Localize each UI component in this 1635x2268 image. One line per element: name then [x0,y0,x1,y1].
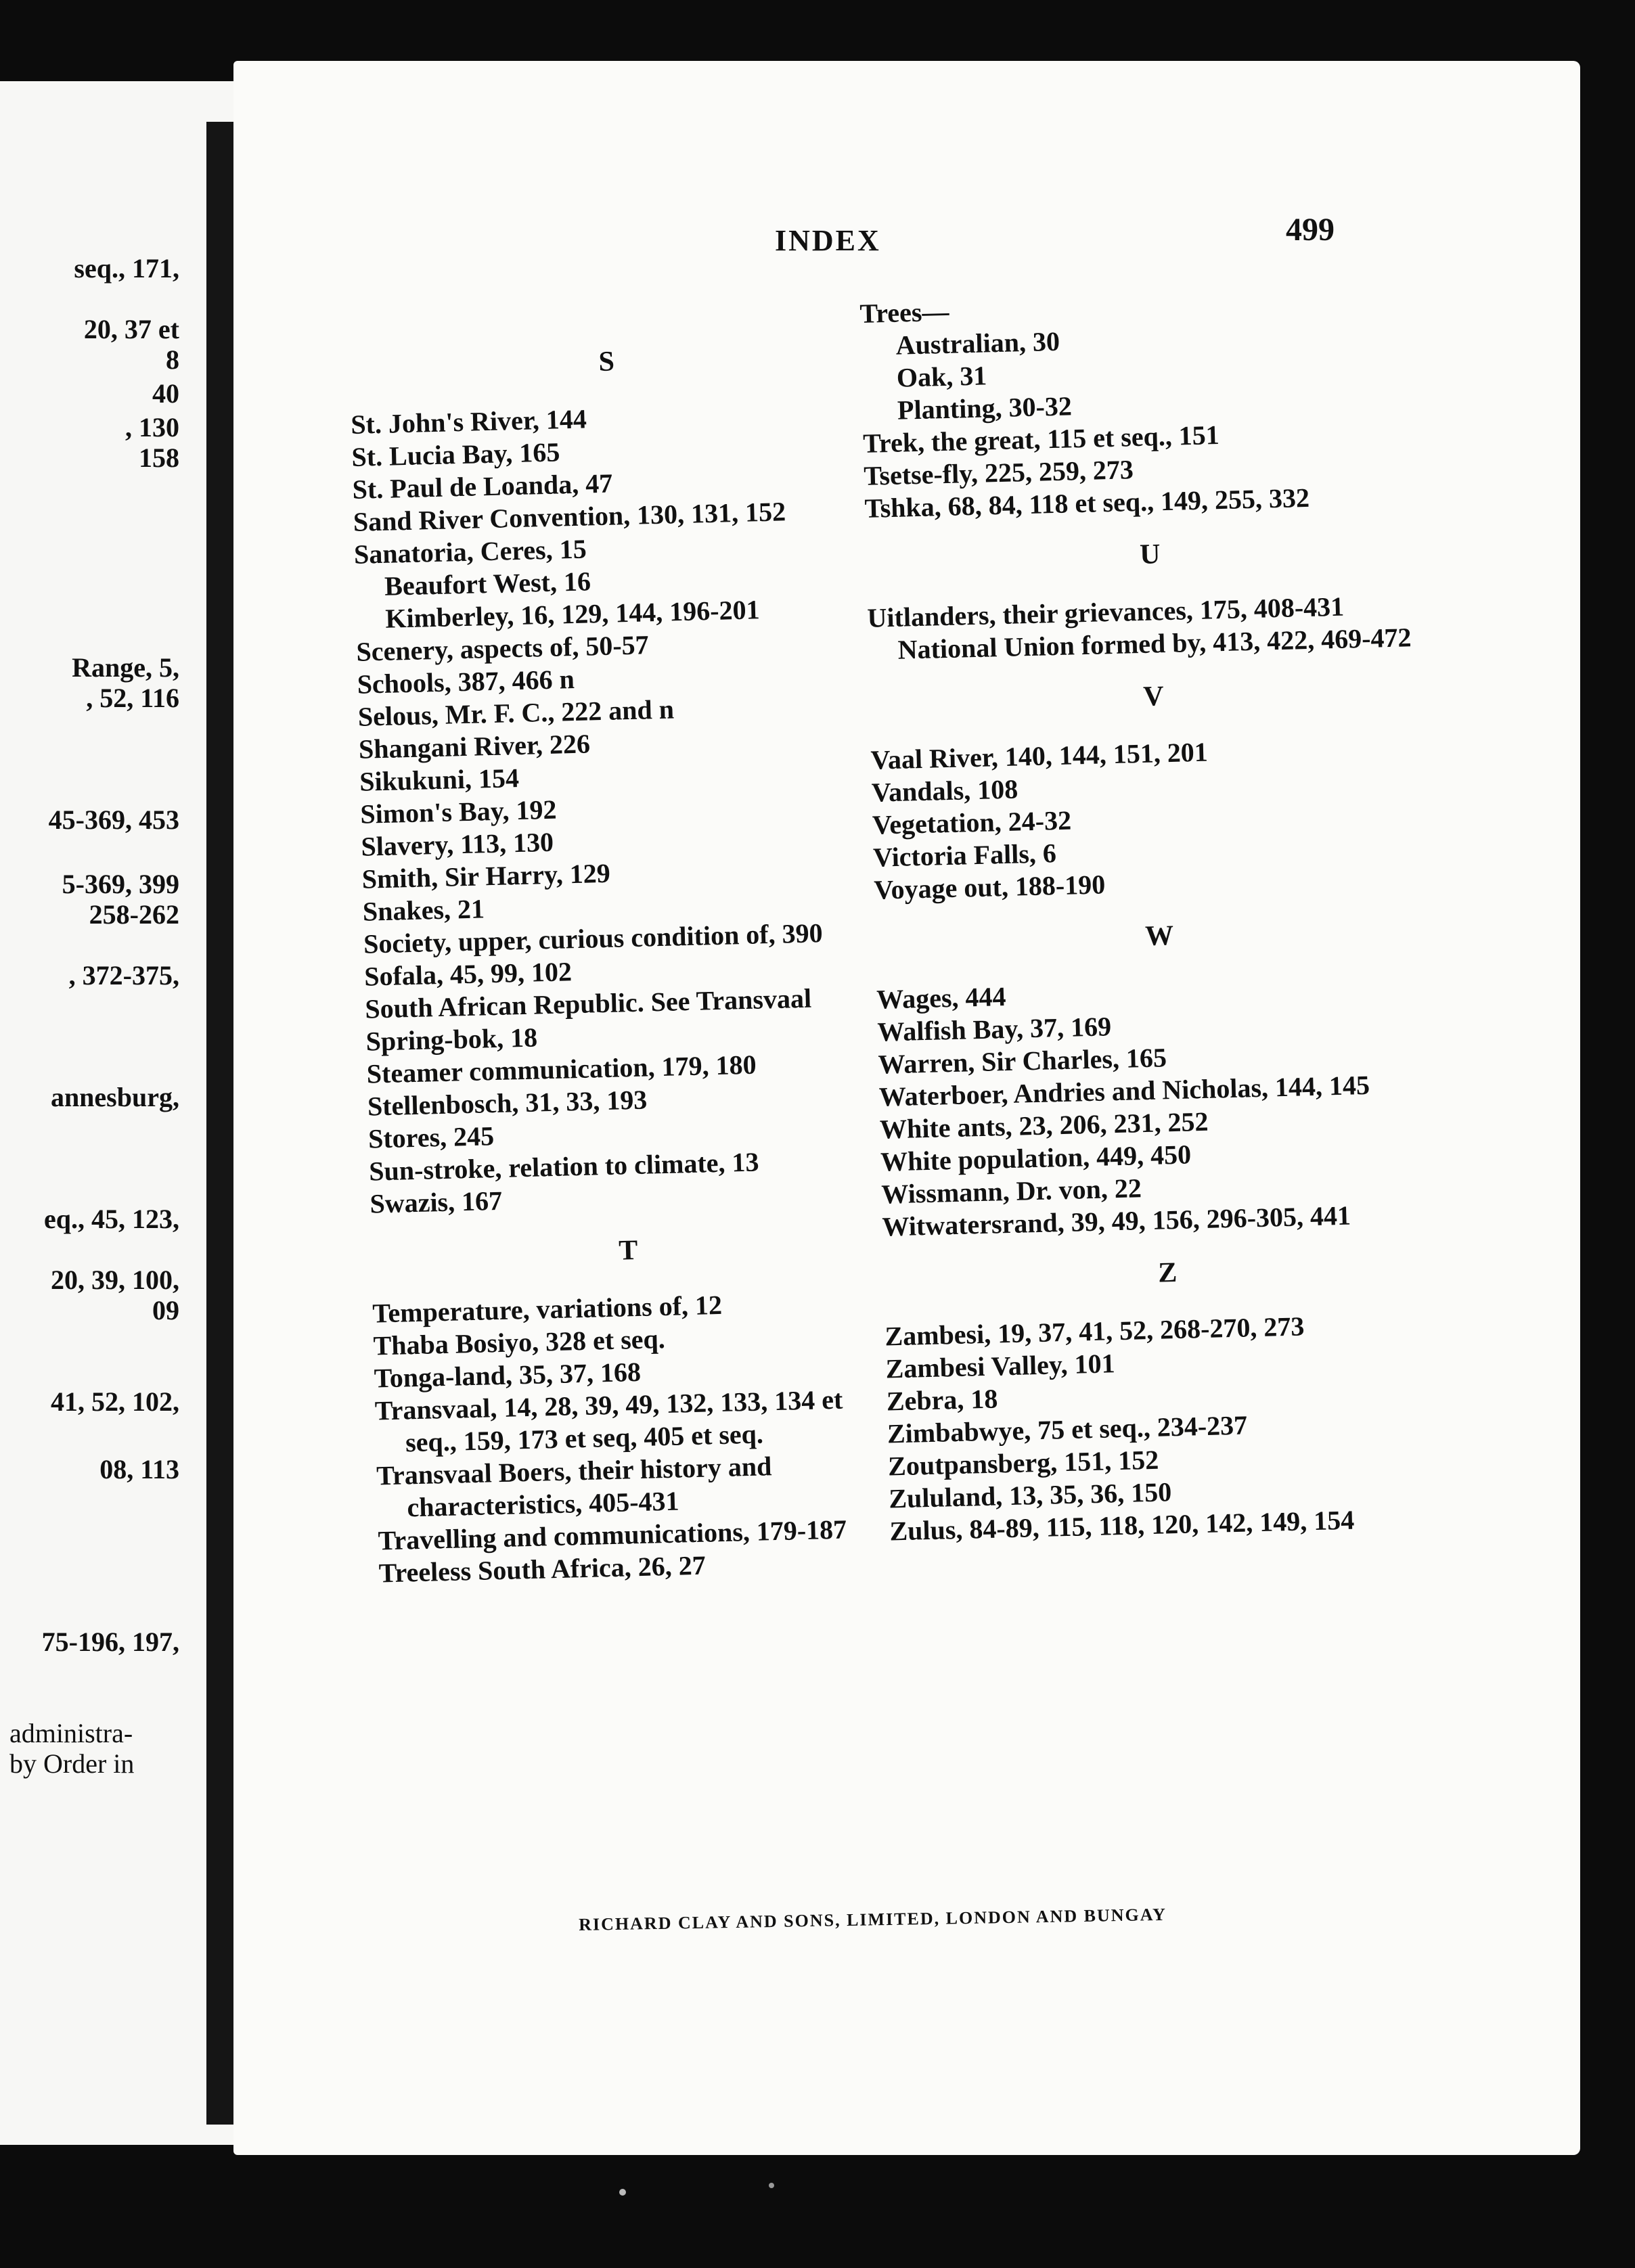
index-entry: Transvaal, 14, 28, 39, 49, 132, 133, 134 et seq., 159, 173 et seq, 405 et seq. [374,1384,843,1458]
index-entry: Trees— [859,296,949,329]
section-letter-t: T [618,1234,638,1267]
index-entry: Wissmann, Dr. von, 22 [880,1173,1142,1210]
previous-page-text-fragment: by Order in [9,1748,135,1779]
index-entry: Uitlanders, their grievances, 175, 408-431 [867,591,1345,633]
previous-page-text-fragment: seq., 171, [74,253,179,284]
index-entry: Witwatersrand, 39, 49, 156, 296-305, 441 [882,1200,1351,1242]
index-entry: Vandals, 108 [871,773,1018,808]
index-entry: Zoutpansberg, 151, 152 [887,1444,1159,1482]
index-entry: Scenery, aspects of, 50-57 [356,629,650,667]
running-head: INDEX [775,224,881,257]
index-entry: Zambesi, 19, 37, 41, 52, 268-270, 273 [884,1311,1305,1352]
previous-page-text-fragment: 20, 39, 100, [51,1265,179,1295]
index-entry: Wages, 444 [876,981,1006,1015]
previous-page-text-fragment: , 372-375, [68,960,179,991]
previous-page-text-fragment: 5-369, 399 [62,869,179,899]
index-entry: Zulus, 84-89, 115, 118, 120, 142, 149, 154 [889,1504,1355,1547]
index-entry: Transvaal Boers, their history and characteristics, 405-431 [376,1451,772,1523]
previous-page-text-fragment: 75-196, 197, [41,1627,179,1657]
index-entry: Treeless South Africa, 26, 27 [378,1549,707,1589]
index-entry: Shangani River, 226 [358,728,591,765]
index-entry: Walfish Bay, 37, 169 [876,1011,1112,1047]
index-entry: Selous, Mr. F. C., 222 and n [357,694,675,732]
previous-page-text-fragment: 08, 113 [99,1454,179,1484]
index-entry: Swazis, 167 [369,1185,503,1219]
previous-page-text-fragment: 258-262 [89,899,179,930]
index-entry: Waterboer, Andries and Nicholas, 144, 145 [878,1069,1370,1112]
index-entry: White ants, 23, 206, 231, 252 [879,1106,1209,1145]
index-entry: Zimbabwye, 75 et seq., 234-237 [887,1409,1248,1449]
index-column-right [859,284,1458,1547]
index-entry: Oak, 31 [896,360,987,393]
previous-page-text-fragment: eq., 45, 123, [44,1204,179,1234]
index-entry: Planting, 30-32 [897,390,1073,426]
section-letter-u: U [1139,539,1161,570]
index-entry: South African Republic. See Transvaal [364,982,812,1024]
previous-page-text-fragment: 40 [152,378,179,409]
previous-page-text-fragment: 09 [152,1295,179,1325]
index-entry: Sand River Convention, 130, 131, 152 [353,496,786,537]
index-entry: National Union formed by, 413, 422, 469-472 [897,622,1412,665]
index-entry: Voyage out, 188-190 [873,869,1106,905]
index-entry: Victoria Falls, 6 [872,838,1057,873]
previous-page-text-fragment: Range, 5, [72,652,179,683]
section-letter-s: S [598,346,615,378]
index-entry: Thaba Bosiyo, 328 et seq. [373,1323,666,1361]
index-entry: Sanatoria, Ceres, 15 [353,533,587,570]
index-column-left [349,319,893,1589]
index-entry: Sun-stroke, relation to climate, 13 [368,1146,759,1187]
paper-specks [609,2172,812,2213]
index-entry: St. Paul de Loanda, 47 [352,468,613,505]
index-entry: Stellenbosch, 31, 33, 193 [367,1084,648,1122]
section-letter-v: V [1142,681,1165,712]
index-entry: Stores, 245 [367,1120,495,1154]
index-entry: Smith, Sir Harry, 129 [361,857,611,894]
previous-page-text-fragment: administra- [9,1718,133,1748]
index-entry: Travelling and communications, 179-187 [378,1514,847,1556]
index-entry: Trek, the great, 115 et seq., 151 [862,419,1220,459]
page-number: 499 [1286,212,1335,248]
index-entry: White population, 449, 450 [880,1139,1192,1177]
index-entry: St. Lucia Bay, 165 [351,436,560,472]
previous-page-text-fragment: 158 [139,443,179,473]
index-entry: Vegetation, 24-32 [872,804,1072,840]
index-entry: Sikukuni, 154 [359,763,520,797]
index-entry: Schools, 387, 466 n [357,664,575,700]
index-entry: Simon's Bay, 192 [359,794,557,830]
index-entry: Zululand, 13, 35, 36, 150 [888,1476,1172,1514]
previous-page-text-fragment: , 130 [125,412,179,443]
index-page [233,61,1580,2155]
index-entry: Snakes, 21 [362,893,485,927]
index-entry: Kimberley, 16, 129, 144, 196-201 [384,594,761,634]
previous-page-text-fragment: 8 [166,344,179,375]
index-entry: Tsetse-fly, 225, 259, 273 [863,454,1134,491]
index-entry: Temperature, variations of, 12 [372,1289,723,1329]
previous-page-text-fragment: 45-369, 453 [48,804,179,835]
index-entry: Steamer communication, 179, 180 [366,1049,757,1089]
index-entry: Slavery, 113, 130 [361,826,554,862]
index-entry: Sofala, 45, 99, 102 [363,956,573,992]
index-entry: Beaufort West, 16 [384,566,591,602]
index-entry: Zebra, 18 [886,1383,998,1417]
previous-page-text-fragment: , 52, 116 [86,683,179,713]
index-entry: Tonga-land, 35, 37, 168 [374,1356,642,1394]
section-letter-z: Z [1157,1256,1178,1289]
index-entry: Australian, 30 [895,325,1060,361]
index-entry: Vaal River, 140, 144, 151, 201 [870,736,1209,775]
section-letter-w: W [1144,920,1174,952]
index-entry: Tshka, 68, 84, 118 et seq., 149, 255, 332 [864,482,1310,524]
previous-page-text-fragment: annesburg, [50,1082,179,1112]
index-entry: Warren, Sir Charles, 165 [878,1042,1167,1080]
printer-imprint: RICHARD CLAY AND SONS, LIMITED, LONDON AND BUNGAY [579,1904,1167,1934]
index-entry: Spring-bok, 18 [365,1022,538,1057]
previous-page-text-fragment: 20, 37 et [83,314,179,344]
index-entry: Zambesi Valley, 101 [885,1348,1116,1384]
book-gutter [206,122,233,2125]
index-entry: Society, upper, curious condition of, 390 [363,917,824,959]
index-entry: St. John's River, 144 [350,403,587,440]
previous-page-text-fragment: 41, 52, 102, [51,1386,179,1417]
